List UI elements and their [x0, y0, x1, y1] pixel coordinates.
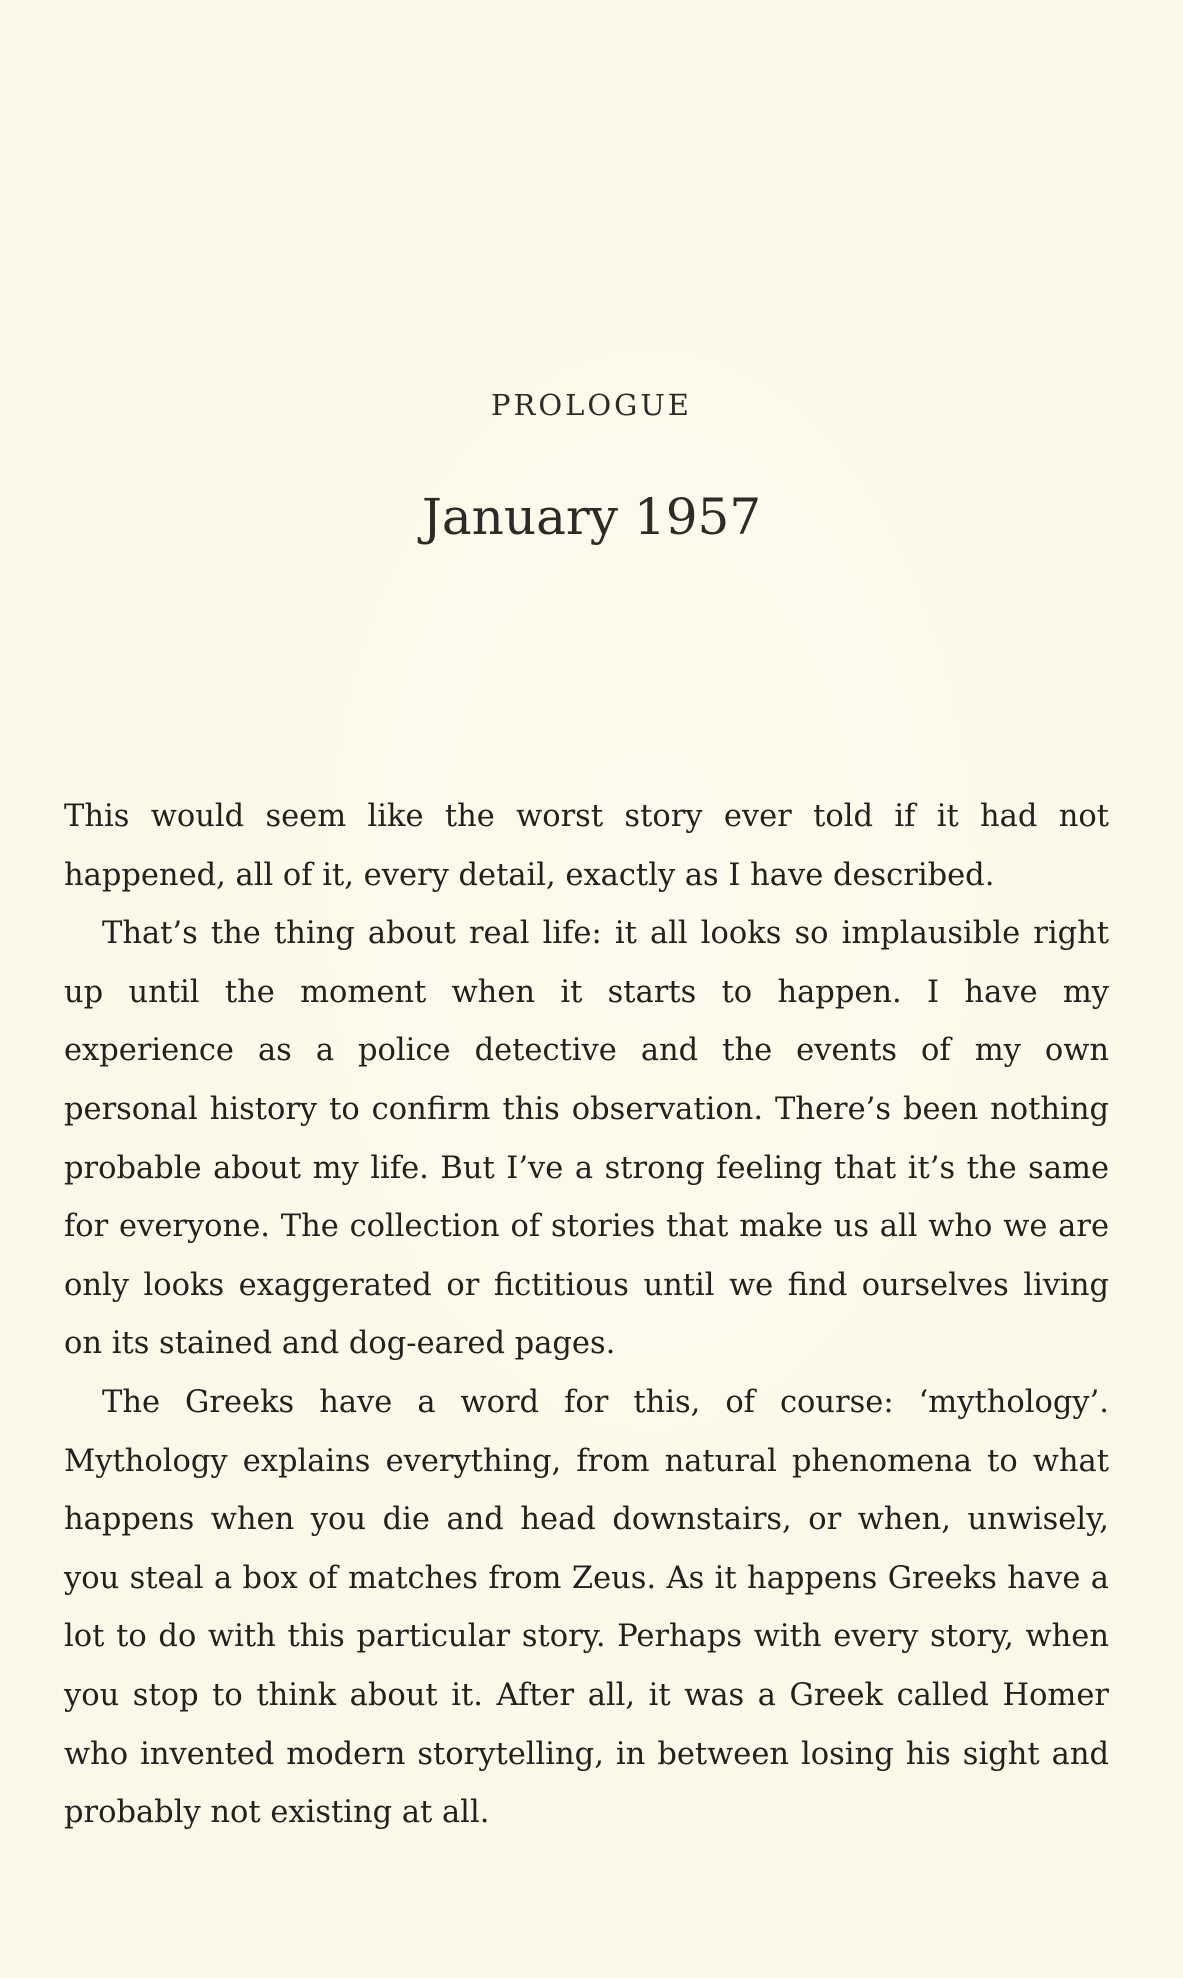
paragraph-2: That’s the thing about real life: it all looks so implausible right up until the moment when it starts to happen. I have my experience as a police detective and the events of my own personal history to confirm this observation. There’s been nothing probable about my life. But I’ve a strong feeling that it’s the same for everyone. The collection of stories that make us all who we are only looks exaggerated or fictitious until we find ourselves living on its stained and dog-eared pages. — [64, 916, 1109, 1362]
paragraph-1: This would seem like the worst story ever told if it had not happened, all of it, every detail, exactly as I have described. — [64, 799, 1109, 893]
section-label: PROLOGUE — [491, 388, 692, 422]
paragraph-3: The Greeks have a word for this, of course: ‘mythology’. Mythology explains everything, from natural phenomena to what happens when you die and head downstairs, or when, unwisely, you steal a box of matches from Zeus. As it happens Greeks have a lot to do with this particular story. Perhaps with every story, when you stop to think about it. After all, it was a Greek called Homer who invented modern storytelling, in between losing his sight and probably not existing at all. — [64, 1384, 1109, 1831]
body-text — [64, 788, 1109, 1843]
chapter-title: January 1957 — [421, 488, 762, 546]
